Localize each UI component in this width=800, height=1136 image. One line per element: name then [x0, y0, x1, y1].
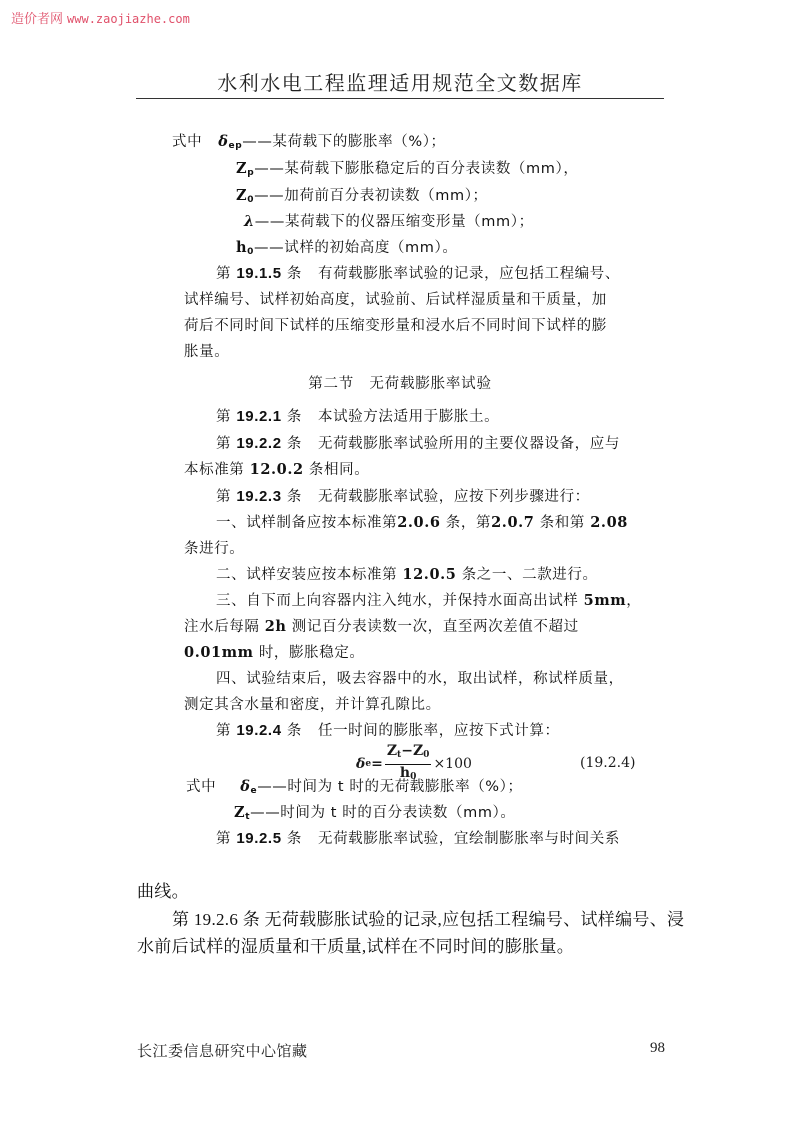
footer-collection-note: 长江委信息研究中心馆藏 — [137, 1044, 308, 1060]
article-text: 有荷载膨胀率试验的记录，应包括工程编号、 — [317, 266, 620, 282]
where-clause-line — [236, 184, 488, 205]
value: 2h — [264, 618, 287, 635]
symbol: Z — [236, 160, 248, 177]
article-text: 无荷载膨胀率试验，宜绘制膨胀率与时间关系 — [317, 831, 620, 847]
text: 注水后每隔 — [184, 619, 260, 635]
article-19-2-4 — [216, 719, 560, 740]
symbol-subscript: 0 — [247, 195, 255, 205]
section-title: 第二节 无荷载膨胀率试验 — [308, 376, 492, 392]
article-number: 19.2.4 — [236, 722, 282, 739]
text: 一、试样制备应按本标准第 — [216, 515, 398, 531]
equation-number: (19.2.4) — [580, 755, 636, 771]
symbol-subscript: e — [250, 786, 258, 796]
text: −Z — [401, 742, 424, 759]
step-3 — [216, 589, 641, 610]
definition-text: ——加荷前百分表初读数（mm）； — [254, 188, 488, 204]
text: ， — [626, 593, 642, 609]
article-text-line — [184, 458, 369, 479]
step-4-continuation: 测定其含水量和密度，并计算孔隙比。 — [184, 697, 441, 713]
article-suffix: 条 — [286, 409, 302, 425]
watermark-url[interactable]: www.zaojiazhe.com — [67, 12, 190, 26]
formula: δ e = $\frac{Z_t-Z_0}{h_0}$ ×100 — [356, 744, 472, 784]
text: 条，第 — [445, 515, 492, 531]
definition-text: ——某荷载下的膨胀率（%）； — [242, 134, 446, 150]
text: Z — [386, 742, 398, 759]
article-19-2-2 — [216, 432, 620, 453]
article-text: 无荷载膨胀率试验，应按下列步骤进行： — [317, 489, 590, 505]
symbol: Z — [234, 804, 246, 821]
article-text-line: 荷后不同时间下试样的压缩变形量和浸水后不同时间下试样的膨 — [184, 318, 607, 334]
article-19-1-5 — [216, 262, 620, 283]
symbol: δ — [240, 778, 251, 795]
article-text-line: 试样编号、试样初始高度，试验前、后试样湿质量和干质量，加 — [184, 292, 607, 308]
symbol: Z — [236, 187, 248, 204]
step-3-continuation — [184, 641, 365, 662]
where-clause-line — [234, 801, 516, 822]
where-clause-line — [172, 130, 446, 151]
article-number: 19.1.5 — [236, 265, 282, 282]
definition-text: ——试样的初始高度（mm）。 — [254, 240, 458, 256]
subscript: 0 — [423, 749, 430, 760]
article-text: 任一时间的膨胀率，应按下式计算： — [317, 723, 560, 739]
formula-lhs: δ — [356, 756, 366, 772]
where-clause-line — [244, 210, 534, 231]
reference-number: 12.0.2 — [249, 461, 304, 478]
article-suffix: 条 — [286, 489, 302, 505]
definition-text: ——时间为 t 时的无荷载膨胀率（%）； — [257, 779, 523, 795]
article-number: 19.2.2 — [236, 435, 282, 452]
definition-text: ——某荷载下的仪器压缩变形量（mm）； — [254, 214, 534, 230]
article-prefix: 第 — [216, 266, 232, 282]
step-4: 四、试验结束后，吸去容器中的水，取出试样，称试样质量， — [216, 671, 624, 687]
where-clause-line — [236, 236, 457, 257]
reference-number: 2.0.7 — [491, 514, 535, 531]
subscript: t — [397, 749, 402, 760]
text: 本标准第 — [184, 462, 245, 478]
text: 二、试样安装应按本标准第 — [216, 567, 398, 583]
article-prefix: 第 — [216, 831, 232, 847]
text: 条和第 — [539, 515, 586, 531]
step-2 — [216, 563, 598, 584]
article-19-2-6-line-1: 第 19.2.6 条 无荷载膨胀试验的记录,应包括工程编号、试样编号、浸 — [172, 910, 685, 929]
reference-number: 12.0.5 — [402, 566, 457, 583]
article-text-line: 胀量。 — [184, 344, 230, 360]
article-19-2-6-line-2: 水前后试样的湿质量和干质量,试样在不同时间的膨胀量。 — [137, 937, 575, 956]
symbol-subscript: p — [247, 168, 255, 178]
page-number: 98 — [650, 1040, 665, 1056]
formula-multiplier: ×100 — [433, 756, 472, 772]
article-suffix: 条 — [286, 723, 302, 739]
text: h — [399, 764, 411, 781]
symbol-subscript: t — [245, 812, 251, 822]
where-lead: 式中 — [186, 779, 217, 795]
step-1 — [216, 511, 628, 532]
formula-lhs-subscript: e — [365, 759, 372, 769]
article-prefix: 第 — [216, 409, 232, 425]
text: 测记百分表读数一次，直至两次差值不超过 — [291, 619, 579, 635]
header-divider — [136, 98, 664, 99]
watermark-site-name: 造价者网 — [11, 12, 64, 27]
article-prefix: 第 — [216, 489, 232, 505]
value: 0.01mm — [184, 644, 254, 661]
article-19-2-5 — [216, 827, 620, 848]
where-clause-line — [186, 775, 523, 796]
formula-numerator — [385, 743, 432, 765]
reference-number: 2.08 — [590, 514, 628, 531]
article-prefix: 第 — [216, 723, 232, 739]
where-clause-line — [236, 157, 578, 178]
article-suffix: 条 — [286, 831, 302, 847]
watermark — [11, 8, 190, 27]
value: 5mm — [583, 592, 627, 609]
text: 三、自下而上向容器内注入纯水，并保持水面高出试样 — [216, 593, 579, 609]
definition-text: ——时间为 t 时的百分表读数（mm）。 — [250, 805, 516, 821]
article-text: 本试验方法适用于膨胀土。 — [317, 409, 500, 425]
symbol: h — [236, 239, 248, 256]
article-number: 19.2.3 — [236, 488, 282, 505]
symbol-subscript: 0 — [247, 247, 255, 257]
page-header-title: 水利水电工程监理适用规范全文数据库 — [217, 71, 583, 95]
article-19-2-3 — [216, 485, 590, 506]
article-number: 19.2.1 — [236, 408, 282, 425]
step-3-continuation — [184, 615, 579, 636]
article-19-2-5-continuation: 曲线。 — [137, 882, 189, 901]
definition-text: ——某荷载下膨胀稳定后的百分表读数（mm）， — [254, 161, 579, 177]
article-suffix: 条 — [286, 266, 302, 282]
symbol-subscript: ep — [228, 141, 243, 151]
article-text: 无荷载膨胀率试验所用的主要仪器设备，应与 — [317, 436, 620, 452]
text: 条相同。 — [308, 462, 370, 478]
step-1-continuation: 条进行。 — [184, 541, 245, 557]
where-lead: 式中 — [172, 134, 203, 150]
article-suffix: 条 — [286, 436, 302, 452]
reference-number: 2.0.6 — [397, 514, 441, 531]
text: 条之一、二款进行。 — [461, 567, 598, 583]
subscript: 0 — [410, 771, 417, 782]
article-19-2-1 — [216, 405, 499, 426]
symbol: λ — [244, 213, 255, 230]
article-number: 19.2.5 — [236, 830, 282, 847]
article-prefix: 第 — [216, 436, 232, 452]
text: 时，膨胀稳定。 — [258, 645, 365, 661]
symbol: δ — [218, 133, 229, 150]
